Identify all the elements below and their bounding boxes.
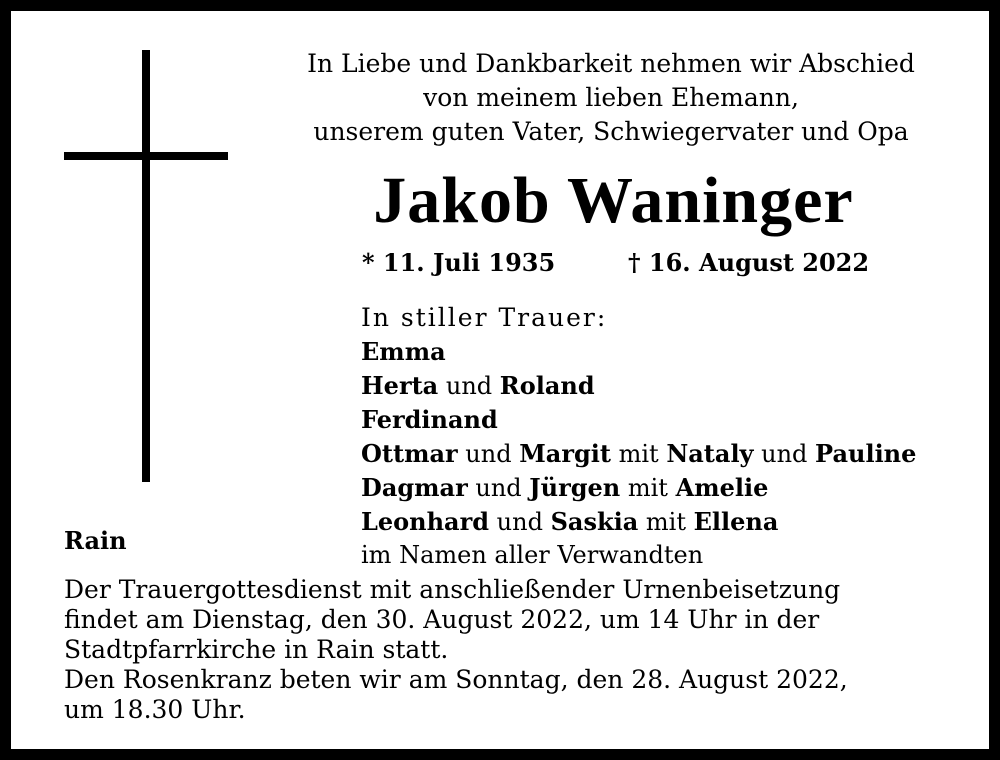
service-line: findet am Dienstag, den 30. August 2022, um 14 Uhr in der <box>64 605 820 634</box>
mourner-row <box>361 505 916 539</box>
mourner-name: Ellena <box>693 507 779 536</box>
mourner-name: Ottmar <box>361 439 458 468</box>
birth-date: * 11. Juli 1935 <box>362 248 556 277</box>
mourner-connector: und <box>457 440 520 468</box>
mourner-name: Saskia <box>550 507 639 536</box>
mourner-name: Leonhard <box>361 507 490 536</box>
service-line: um 18.30 Uhr. <box>64 695 246 724</box>
mourner-connector: und <box>467 474 530 502</box>
cross-horizontal-bar <box>64 152 228 160</box>
intro-line: In Liebe und Dankbarkeit nehmen wir Abschied <box>307 49 915 78</box>
mourner-name: Margit <box>519 439 611 468</box>
mourner-row <box>361 369 916 403</box>
intro-text <box>241 47 981 149</box>
place-name: Rain <box>64 526 127 555</box>
mourner-connector: und <box>753 440 816 468</box>
life-dates <box>362 248 870 278</box>
mourner-connector: mit <box>610 440 667 468</box>
mourner-connector: mit <box>620 474 676 502</box>
mourner-row <box>361 403 916 437</box>
mourner-name: Amelie <box>675 473 769 502</box>
mourner-connector: und <box>489 508 551 536</box>
mourner-name: Nataly <box>666 439 754 468</box>
service-info <box>64 575 848 725</box>
mourners-footer: im Namen aller Verwandten <box>361 541 704 569</box>
mourner-name: Ferdinand <box>361 405 498 434</box>
mourner-connector: und <box>438 372 500 400</box>
mourner-row <box>361 437 916 471</box>
death-date: † 16. August 2022 <box>628 248 870 277</box>
mourner-name: Emma <box>361 337 446 366</box>
intro-line: von meinem lieben Ehemann, <box>423 83 799 112</box>
mourners-list <box>361 301 916 572</box>
mourner-name: Jürgen <box>529 473 621 502</box>
mourner-row <box>361 335 916 369</box>
cross-vertical-bar <box>142 50 150 482</box>
service-line: Stadtpfarrkirche in Rain statt. <box>64 635 449 664</box>
deceased-name: Jakob Waninger <box>373 164 854 237</box>
intro-line: unserem guten Vater, Schwiegervater und Opa <box>313 117 909 146</box>
mourner-row <box>361 471 916 505</box>
mourner-name: Pauline <box>815 439 917 468</box>
service-line: Den Rosenkranz beten wir am Sonntag, den 28. August 2022, <box>64 665 848 694</box>
mourners-heading: In stiller Trauer: <box>361 303 608 332</box>
mourner-name: Dagmar <box>361 473 468 502</box>
mourner-connector: mit <box>638 508 694 536</box>
mourner-name: Roland <box>499 371 595 400</box>
service-line: Der Trauergottesdienst mit anschließender Urnenbeisetzung <box>64 575 841 604</box>
mourner-name: Herta <box>361 371 439 400</box>
